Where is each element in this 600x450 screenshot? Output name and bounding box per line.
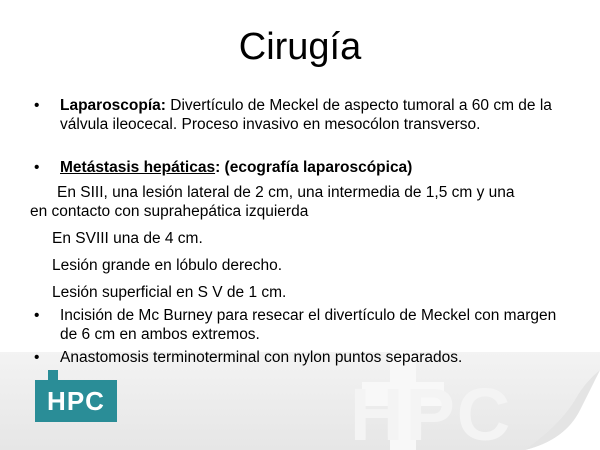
bullet-colon: : bbox=[215, 159, 221, 176]
metastasis-line-1: En SIII, una lesión lateral de 2 cm, una intermedia de 1,5 cm y una bbox=[57, 184, 515, 201]
hpc-logo: HPC bbox=[35, 380, 117, 422]
bullet-dot: • bbox=[34, 97, 40, 114]
bullet-text: Divertículo de Meckel de aspecto tumoral a 60 cm de la válvula ileocecal. Proceso invasivo en mesocólon transverso. bbox=[60, 97, 552, 133]
page-title: Cirugía bbox=[238, 26, 362, 68]
bullet-laparoscopia bbox=[28, 96, 573, 134]
page-curl-icon bbox=[525, 370, 600, 450]
bullet-label: Laparoscopía: bbox=[60, 97, 166, 114]
bullet-text: Incisión de Mc Burney para resecar el divertículo de Meckel con margen de 6 cm en ambos extremos. bbox=[60, 307, 557, 343]
metastasis-line-2: En SVIII una de 4 cm. bbox=[52, 230, 203, 247]
watermark-logo-text: HPC bbox=[350, 373, 513, 450]
slide-content bbox=[28, 92, 573, 367]
bullet-dot: • bbox=[34, 307, 40, 324]
bullet-dot: • bbox=[34, 349, 40, 366]
bullet-text: Anastomosis terminoterminal con nylon puntos separados. bbox=[60, 349, 463, 366]
bullet-label: Metástasis hepáticas bbox=[60, 159, 216, 176]
bullet-paren: (ecografía laparoscópica) bbox=[220, 159, 413, 176]
bullet-anastomosis bbox=[28, 348, 573, 367]
metastasis-line-4: Lesión superficial en S V de 1 cm. bbox=[52, 284, 287, 301]
metastasis-line-1-cont: en contacto con suprahepática izquierda bbox=[30, 203, 309, 220]
bullet-dot: • bbox=[34, 159, 40, 176]
bullet-metastasis bbox=[28, 158, 573, 177]
bullet-incision bbox=[28, 306, 573, 344]
metastasis-line-3: Lesión grande en lóbulo derecho. bbox=[52, 257, 283, 274]
